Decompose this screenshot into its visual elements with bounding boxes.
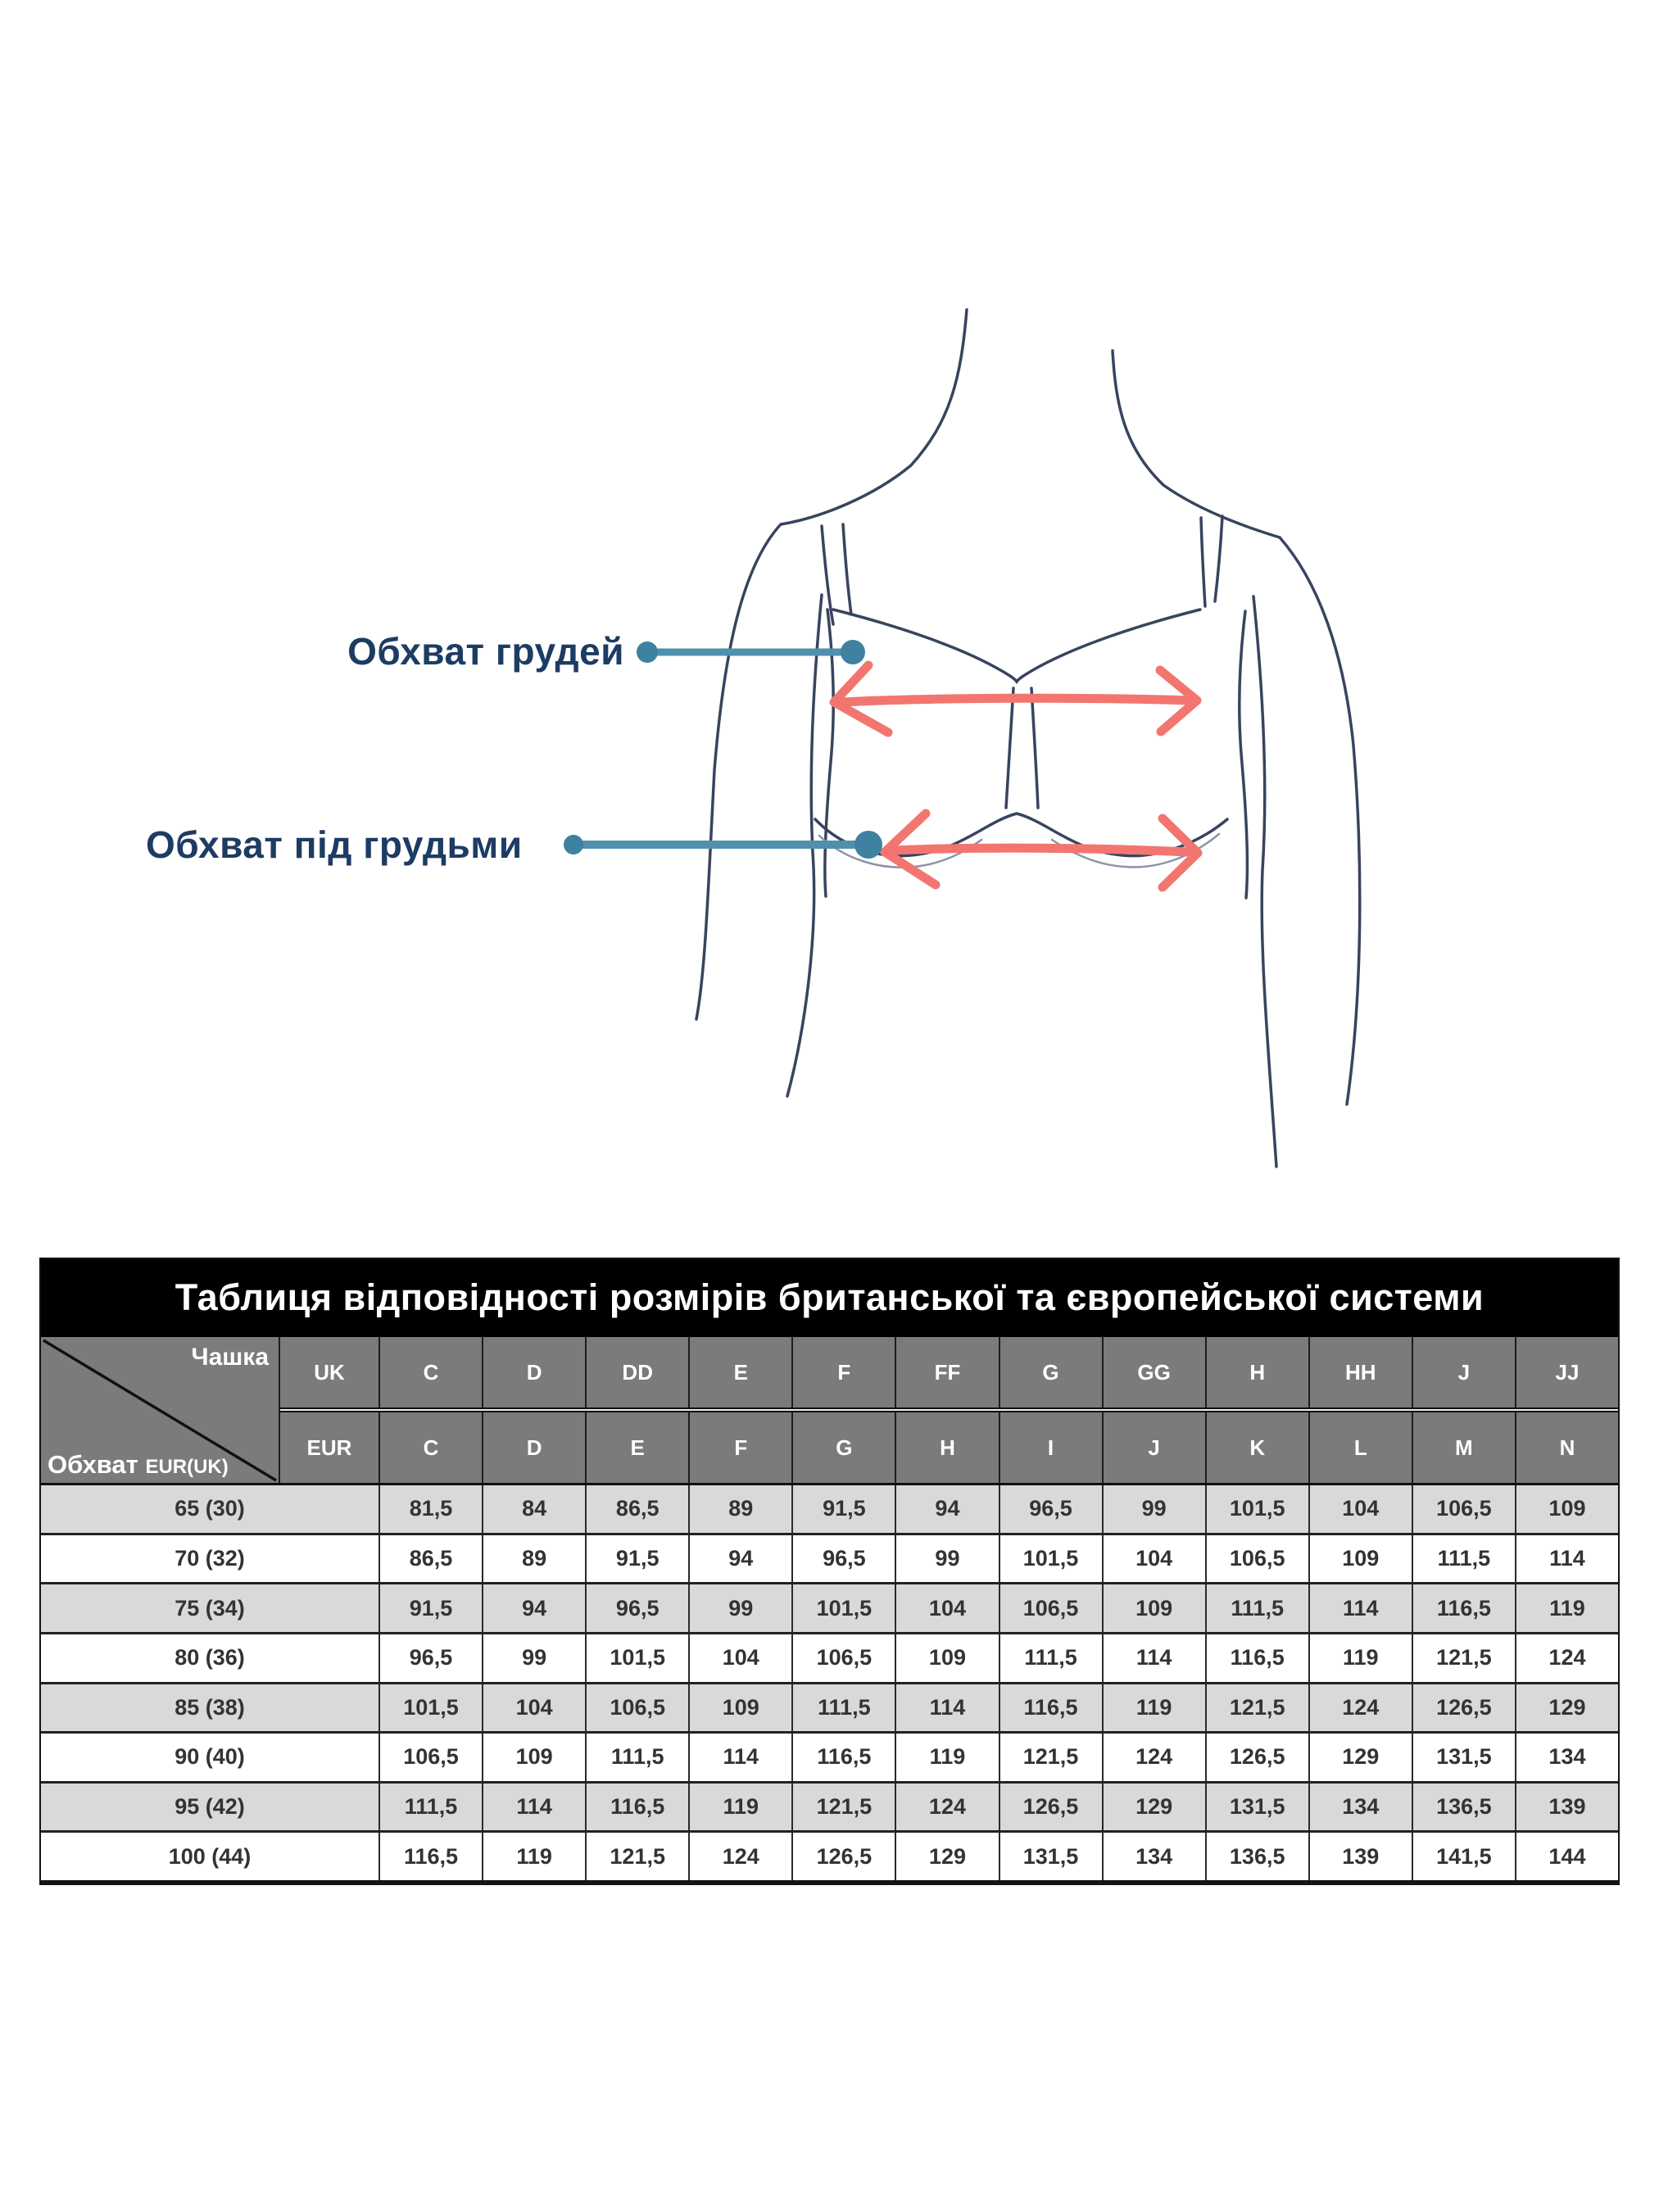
body-side-right bbox=[1240, 611, 1248, 898]
size-cell: 114 bbox=[1102, 1634, 1205, 1682]
uk-cup-header: E bbox=[688, 1337, 791, 1407]
eur-cup-header: L bbox=[1308, 1412, 1412, 1483]
size-cell: 101,5 bbox=[1205, 1485, 1308, 1533]
size-cell: 131,5 bbox=[1412, 1734, 1515, 1781]
callout-dot bbox=[841, 640, 865, 664]
uk-cup-header: DD bbox=[585, 1337, 688, 1407]
bra-neckline bbox=[833, 610, 1200, 682]
header-grid bbox=[280, 1337, 1618, 1483]
uk-cup-header: JJ bbox=[1515, 1337, 1618, 1407]
bra-strap-left bbox=[843, 524, 851, 614]
eur-system-label: EUR bbox=[306, 1435, 352, 1460]
row-label: 90 (40) bbox=[175, 1744, 245, 1770]
eur-cup-header: J bbox=[1102, 1412, 1205, 1483]
size-cell: 106,5 bbox=[585, 1684, 688, 1732]
callout-dot bbox=[854, 831, 882, 859]
row-label: 70 (32) bbox=[175, 1545, 245, 1571]
size-cell: 131,5 bbox=[1205, 1784, 1308, 1831]
size-cell: 109 bbox=[1308, 1535, 1412, 1583]
size-cell: 121,5 bbox=[1205, 1684, 1308, 1732]
size-cell: 104 bbox=[482, 1684, 585, 1732]
size-cell: 129 bbox=[1308, 1734, 1412, 1781]
size-cell: 114 bbox=[1308, 1584, 1412, 1632]
size-cell: 111,5 bbox=[378, 1784, 482, 1831]
size-cell: 104 bbox=[895, 1584, 998, 1632]
row-label: 75 (34) bbox=[175, 1595, 245, 1620]
size-cell: 124 bbox=[1515, 1634, 1618, 1682]
eur-cup-header: M bbox=[1412, 1412, 1515, 1483]
size-cell: 94 bbox=[895, 1485, 998, 1533]
size-cell: 109 bbox=[895, 1634, 998, 1682]
bust-label: Обхват грудей bbox=[347, 630, 624, 673]
size-cell: 114 bbox=[1515, 1535, 1618, 1583]
size-cell: 119 bbox=[1308, 1634, 1412, 1682]
table-row bbox=[41, 1682, 1618, 1732]
underbust-arrow-shaft bbox=[893, 848, 1190, 852]
size-cell: 116,5 bbox=[1205, 1634, 1308, 1682]
bra-strap-right bbox=[1201, 518, 1205, 606]
uk-cup-header: J bbox=[1412, 1337, 1515, 1407]
arm-right-inner bbox=[1253, 596, 1276, 1167]
bust-arrow bbox=[834, 665, 1197, 732]
size-cell: 144 bbox=[1515, 1833, 1618, 1880]
size-cell: 109 bbox=[482, 1734, 585, 1781]
size-cell: 99 bbox=[895, 1535, 998, 1583]
size-cell: 96,5 bbox=[585, 1584, 688, 1632]
size-cell: 111,5 bbox=[1412, 1535, 1515, 1583]
underbust-label: Обхват під грудьми bbox=[146, 823, 523, 866]
size-cell: 119 bbox=[1102, 1684, 1205, 1732]
size-cell: 121,5 bbox=[791, 1784, 895, 1831]
size-cell: 109 bbox=[1515, 1485, 1618, 1533]
eur-cup-header: E bbox=[585, 1412, 688, 1483]
size-cell: 109 bbox=[688, 1684, 791, 1732]
size-cell: 111,5 bbox=[585, 1734, 688, 1781]
size-cell: 111,5 bbox=[791, 1684, 895, 1732]
size-cell: 141,5 bbox=[1412, 1833, 1515, 1880]
size-cell: 131,5 bbox=[999, 1833, 1102, 1880]
size-cell: 106,5 bbox=[791, 1634, 895, 1682]
row-label: 80 (36) bbox=[175, 1645, 245, 1670]
size-cell: 94 bbox=[482, 1584, 585, 1632]
size-cell: 96,5 bbox=[791, 1535, 895, 1583]
girth-label-main: Обхват bbox=[48, 1450, 138, 1479]
size-cell: 136,5 bbox=[1205, 1833, 1308, 1880]
size-cell: 134 bbox=[1515, 1734, 1618, 1781]
size-cell: 126,5 bbox=[1412, 1684, 1515, 1732]
size-cell: 106,5 bbox=[999, 1584, 1102, 1632]
row-label: 85 (38) bbox=[175, 1694, 245, 1720]
size-cell: 101,5 bbox=[791, 1584, 895, 1632]
size-cell: 96,5 bbox=[999, 1485, 1102, 1533]
table-title: Таблиця відповідності розмірів британської та європейської системи bbox=[41, 1259, 1618, 1337]
size-cell: 104 bbox=[1102, 1535, 1205, 1583]
uk-cup-header: HH bbox=[1308, 1337, 1412, 1407]
eur-cup-header: D bbox=[482, 1412, 585, 1483]
eur-cup-header: G bbox=[791, 1412, 895, 1483]
corner-cell bbox=[41, 1337, 280, 1483]
size-cell: 116,5 bbox=[791, 1734, 895, 1781]
size-cell: 104 bbox=[1308, 1485, 1412, 1533]
size-cell: 99 bbox=[482, 1634, 585, 1682]
size-cell: 119 bbox=[895, 1734, 998, 1781]
cup-label: Чашка bbox=[191, 1344, 269, 1371]
size-cell: 99 bbox=[1102, 1485, 1205, 1533]
callout-dot bbox=[564, 835, 583, 854]
table-body bbox=[41, 1485, 1618, 1880]
row-label: 95 (42) bbox=[175, 1794, 245, 1820]
girth-label bbox=[48, 1450, 229, 1480]
eur-cup-header: N bbox=[1515, 1412, 1618, 1483]
size-cell: 124 bbox=[688, 1833, 791, 1880]
callout-dot bbox=[637, 641, 658, 663]
size-cell: 89 bbox=[482, 1535, 585, 1583]
size-cell: 129 bbox=[895, 1833, 998, 1880]
size-cell: 114 bbox=[482, 1784, 585, 1831]
row-label: 100 (44) bbox=[168, 1843, 252, 1869]
size-cell: 126,5 bbox=[1205, 1734, 1308, 1781]
size-cell: 116,5 bbox=[1412, 1584, 1515, 1632]
table-row bbox=[41, 1781, 1618, 1831]
size-cell: 136,5 bbox=[1412, 1784, 1515, 1831]
size-cell: 139 bbox=[1308, 1833, 1412, 1880]
size-cell: 134 bbox=[1102, 1833, 1205, 1880]
size-cell: 116,5 bbox=[378, 1833, 482, 1880]
size-cell: 139 bbox=[1515, 1784, 1618, 1831]
uk-cup-header: H bbox=[1205, 1337, 1308, 1407]
table-row bbox=[41, 1731, 1618, 1781]
size-cell: 91,5 bbox=[378, 1584, 482, 1632]
table-header bbox=[41, 1337, 1618, 1485]
table-row bbox=[41, 1830, 1618, 1880]
bra-outline bbox=[815, 516, 1227, 856]
size-cell: 104 bbox=[688, 1634, 791, 1682]
size-table bbox=[39, 1258, 1620, 1885]
size-cell: 96,5 bbox=[378, 1634, 482, 1682]
bra-strap-right bbox=[1215, 516, 1222, 601]
size-cell: 91,5 bbox=[585, 1535, 688, 1583]
uk-cup-header: C bbox=[378, 1337, 482, 1407]
table-row bbox=[41, 1632, 1618, 1682]
table-row bbox=[41, 1533, 1618, 1583]
size-cell: 129 bbox=[1102, 1784, 1205, 1831]
size-cell: 106,5 bbox=[378, 1734, 482, 1781]
size-cell: 119 bbox=[688, 1784, 791, 1831]
size-cell: 121,5 bbox=[999, 1734, 1102, 1781]
size-cell: 124 bbox=[1102, 1734, 1205, 1781]
size-cell: 106,5 bbox=[1205, 1535, 1308, 1583]
uk-cup-header: D bbox=[482, 1337, 585, 1407]
bra-center-gore bbox=[1006, 688, 1013, 808]
size-cell: 126,5 bbox=[791, 1833, 895, 1880]
size-cell: 114 bbox=[688, 1734, 791, 1781]
size-cell: 134 bbox=[1308, 1784, 1412, 1831]
uk-cup-header: GG bbox=[1102, 1337, 1205, 1407]
arm-right-outer bbox=[1280, 537, 1360, 1104]
size-cell: 121,5 bbox=[585, 1833, 688, 1880]
size-cell: 86,5 bbox=[378, 1535, 482, 1583]
size-cell: 106,5 bbox=[1412, 1485, 1515, 1533]
size-cell: 119 bbox=[1515, 1584, 1618, 1632]
uk-cup-header: G bbox=[999, 1337, 1102, 1407]
size-cell: 116,5 bbox=[999, 1684, 1102, 1732]
eur-cup-header: F bbox=[688, 1412, 791, 1483]
row-label: 65 (30) bbox=[175, 1496, 245, 1521]
size-cell: 129 bbox=[1515, 1684, 1618, 1732]
size-cell: 119 bbox=[482, 1833, 585, 1880]
eur-cup-row bbox=[280, 1412, 1618, 1483]
size-cell: 111,5 bbox=[1205, 1584, 1308, 1632]
size-cell: 101,5 bbox=[585, 1634, 688, 1682]
size-cell: 99 bbox=[688, 1584, 791, 1632]
girth-label-sub: EUR(UK) bbox=[145, 1456, 229, 1478]
eur-cup-header: I bbox=[999, 1412, 1102, 1483]
bust-arrow-shaft bbox=[842, 698, 1190, 702]
size-cell: 91,5 bbox=[791, 1485, 895, 1533]
size-cell: 124 bbox=[895, 1784, 998, 1831]
size-cell: 101,5 bbox=[378, 1684, 482, 1732]
size-cell: 121,5 bbox=[1412, 1634, 1515, 1682]
size-cell: 116,5 bbox=[585, 1784, 688, 1831]
bra-center-gore bbox=[1031, 688, 1038, 808]
eur-cup-header: H bbox=[895, 1412, 998, 1483]
table-row bbox=[41, 1582, 1618, 1632]
size-cell: 94 bbox=[688, 1535, 791, 1583]
size-cell: 109 bbox=[1102, 1584, 1205, 1632]
torso-outline bbox=[696, 310, 1360, 1167]
size-cell: 89 bbox=[688, 1485, 791, 1533]
size-cell: 126,5 bbox=[999, 1784, 1102, 1831]
neck-shoulder-right bbox=[1113, 351, 1280, 537]
size-cell: 101,5 bbox=[999, 1535, 1102, 1583]
size-cell: 111,5 bbox=[999, 1634, 1102, 1682]
size-cell: 124 bbox=[1308, 1684, 1412, 1732]
size-cell: 84 bbox=[482, 1485, 585, 1533]
uk-cup-row bbox=[280, 1337, 1618, 1407]
size-cell: 86,5 bbox=[585, 1485, 688, 1533]
uk-cup-header: FF bbox=[895, 1337, 998, 1407]
uk-system-label: UK bbox=[314, 1359, 345, 1385]
size-cell: 81,5 bbox=[378, 1485, 482, 1533]
eur-cup-header: K bbox=[1205, 1412, 1308, 1483]
eur-cup-header: C bbox=[378, 1412, 482, 1483]
table-row bbox=[41, 1485, 1618, 1533]
uk-cup-header: F bbox=[791, 1337, 895, 1407]
size-cell: 114 bbox=[895, 1684, 998, 1732]
